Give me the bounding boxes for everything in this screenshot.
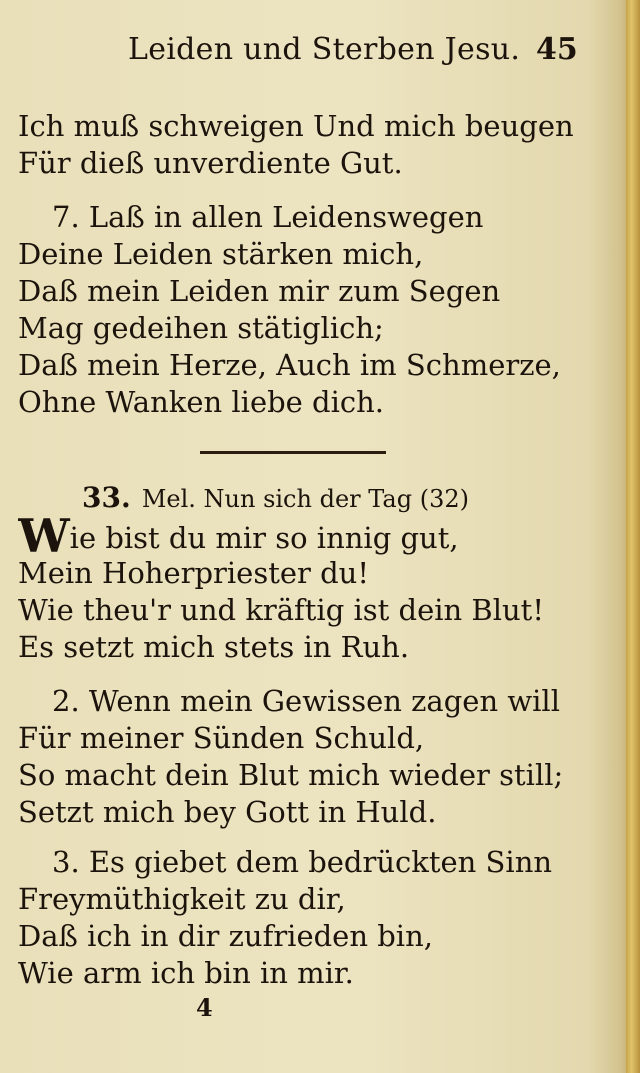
hymn-stanza-3 <box>18 844 598 992</box>
section-divider <box>200 451 386 454</box>
verse-line: Daß ich in dir zufrieden bin, <box>18 919 433 953</box>
verse-line: Setzt mich bey Gott in Huld. <box>18 795 437 829</box>
stanza-7 <box>18 199 598 421</box>
verse-line: Für dieß unverdiente Gut. <box>18 146 403 180</box>
verse-line: Daß mein Leiden mir zum Segen <box>18 274 501 308</box>
verse-line: Ich muß schweigen Und mich beugen <box>18 109 574 143</box>
verse-line: Es setzt mich stets in Ruh. <box>18 630 410 664</box>
printer-signature: 4 <box>196 993 213 1022</box>
verse-line: 7. Laß in allen Leidenswegen <box>52 200 484 234</box>
running-title: Leiden und Sterben Jesu. <box>128 32 521 67</box>
page-number: 45 <box>536 32 578 67</box>
verse-line-first <box>18 518 598 555</box>
verse-line: Wie arm ich bin in mir. <box>18 956 354 990</box>
verse-line: So macht dein Blut mich wieder still; <box>18 758 564 792</box>
drop-initial: W <box>18 518 70 555</box>
melody-indication: Mel. Nun sich der Tag (32) <box>141 485 469 513</box>
hymn-stanza-1 <box>18 518 598 666</box>
first-line-text: ie bist du mir so innig gut, <box>69 521 459 555</box>
verse-line: Deine Leiden stärken mich, <box>18 237 424 271</box>
verse-line: Ohne Wanken liebe dich. <box>18 385 385 419</box>
verse-line: Für meiner Sünden Schuld, <box>18 721 425 755</box>
hymn-heading <box>82 478 469 518</box>
page-header <box>0 32 600 72</box>
verse-line: 2. Wenn mein Gewissen zagen will <box>52 684 560 718</box>
verse-line: Mein Hoherpriester du! <box>18 556 370 590</box>
stanza-end <box>18 108 598 182</box>
verse-line: Mag gedeihen stätiglich; <box>18 311 384 345</box>
page-edge <box>626 0 640 1073</box>
verse-line: 3. Es giebet dem bedrückten Sinn <box>52 845 553 879</box>
verse-line: Freymüthigkeit zu dir, <box>18 882 346 916</box>
hymn-number: 33. <box>82 481 131 514</box>
verse-line: Wie theu'r und kräftig ist dein Blut! <box>18 593 544 627</box>
hymn-stanza-2 <box>18 683 598 831</box>
verse-line: Daß mein Herze, Auch im Schmerze, <box>18 348 561 382</box>
